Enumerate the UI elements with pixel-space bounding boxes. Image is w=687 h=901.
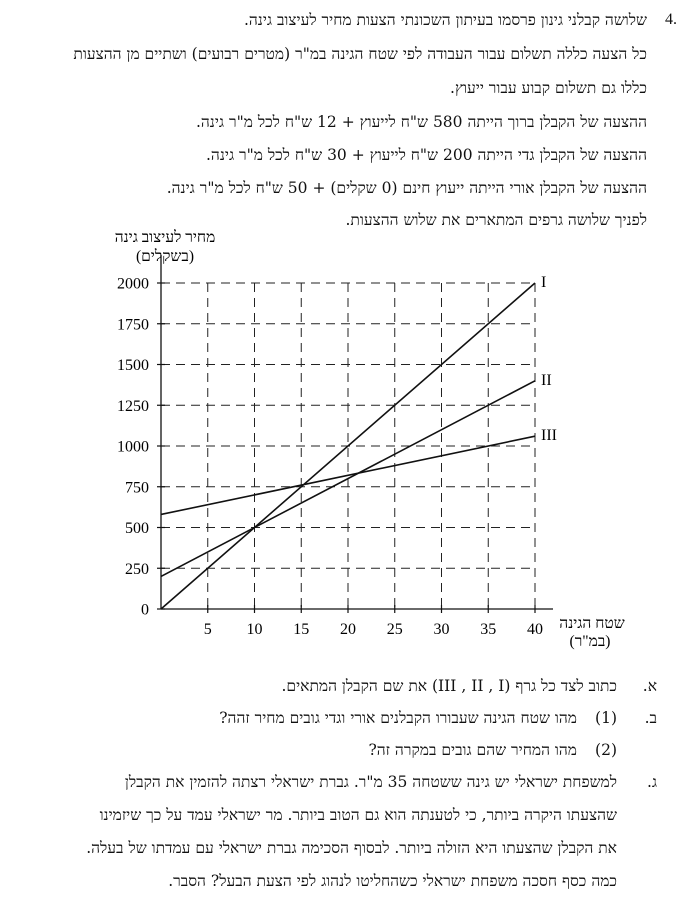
part-b2-label: (2) — [595, 741, 617, 759]
part-c-line-1: למשפחת ישראלי יש גינה ששטחה 35 מ"ר. גברת ישראלי רצתה להזמין את הקבלן — [124, 773, 617, 791]
series-label-III: III — [541, 427, 557, 445]
x-tick-label-15: 15 — [293, 621, 310, 638]
chart-axes — [161, 255, 553, 609]
x-axis-label-line2: (במ"ר) — [569, 633, 611, 650]
y-tick-label-2000: 2000 — [117, 275, 149, 293]
y-tick-label-1250: 1250 — [117, 397, 149, 415]
series-line-III — [161, 436, 535, 514]
intro-line-1: שלושה קבלני גינון פרסמו בעיתון השכונתי הצעות מחיר לעיצוב גינה. — [243, 11, 647, 29]
y-tick-label-0: 0 — [141, 601, 149, 619]
x-tick-label-20: 20 — [340, 621, 356, 638]
part-c-line-3: את הקבלן שהצעתו היא הזולה ביותר. לבסוף הסכימה גברת ישראלי עם עמדתו של בעלה. — [86, 839, 617, 857]
part-b1-text: מהו שטח הגינה שעבורו הקבלנים אורי וגדי גובים מחיר זהה? — [219, 709, 577, 727]
x-axis-label-line1: שטח הגינה — [559, 615, 625, 632]
part-b2-text: מהו המחיר שהם גובים במקרה זה? — [368, 741, 577, 759]
intro-line-7: לפניך שלושה גרפים המתארים את שלוש ההצעות. — [345, 211, 647, 229]
x-tick-label-25: 25 — [386, 621, 403, 638]
intro-line-4: ההצעה של הקבלן ברוך הייתה 580 ש"ח לייעוץ + 12 ש"ח לכל מ"ר גינה. — [195, 113, 647, 131]
chart-series-labels — [541, 274, 557, 444]
intro-line-6: ההצעה של הקבלן אורי הייתה ייעוץ חינם (0 שקלים) + 50 ש"ח לכל מ"ר גינה. — [166, 179, 647, 197]
y-axis-label-line1: מחיר לעיצוב גינה — [114, 229, 216, 246]
x-tick-label-30: 30 — [433, 621, 450, 638]
part-c-label: ג. — [646, 773, 657, 791]
series-label-II: II — [541, 371, 552, 389]
series-label-I: I — [541, 274, 547, 291]
part-a-text: כתוב לצד כל גרף (III , II , I) את שם הקבלן המתאים. — [281, 677, 617, 695]
x-tick-label-5: 5 — [203, 621, 212, 638]
x-tick-label-35: 35 — [480, 621, 497, 638]
y-tick-label-500: 500 — [125, 520, 149, 537]
part-a-label: א. — [642, 677, 657, 695]
part-b-label: ב. — [644, 709, 657, 727]
y-tick-label-750: 750 — [125, 479, 149, 497]
intro-line-5: ההצעה של הקבלן גדי הייתה 200 ש"ח לייעוץ + 30 ש"ח לכל מ"ר גינה. — [206, 146, 647, 164]
x-tick-label-40: 40 — [527, 621, 543, 638]
y-tick-label-250: 250 — [125, 560, 149, 578]
y-axis-label-line2: (בשקלים) — [135, 248, 195, 265]
question-number: 4. — [665, 11, 677, 28]
intro-line-2: כל הצעה כללה תשלום עבור העבודה לפי שטח הגינה במ"ר (מטרים רבועים) ושתיים מן ההצעות — [73, 45, 647, 63]
price-chart — [0, 225, 687, 650]
intro-line-3: כללו גם תשלום קבוע עבור ייעוץ. — [450, 79, 647, 97]
y-tick-label-1750: 1750 — [117, 316, 149, 334]
part-c-line-2: שהצעתו היקרה ביותר, כי לטענתה הוא גם הטוב ביותר. מר ישראלי עמד על כך שיזמינו — [99, 806, 617, 824]
y-tick-label-1000: 1000 — [117, 438, 149, 456]
part-b1-label: (1) — [595, 709, 617, 727]
x-tick-label-10: 10 — [246, 621, 263, 638]
chart-tick-labels — [117, 276, 543, 639]
y-tick-label-1500: 1500 — [117, 357, 149, 374]
part-c-line-4: כמה כסף חסכה משפחת ישראלי כשהחליטו לנהוג לפי הצעת הבעל? הסבר. — [168, 872, 617, 890]
